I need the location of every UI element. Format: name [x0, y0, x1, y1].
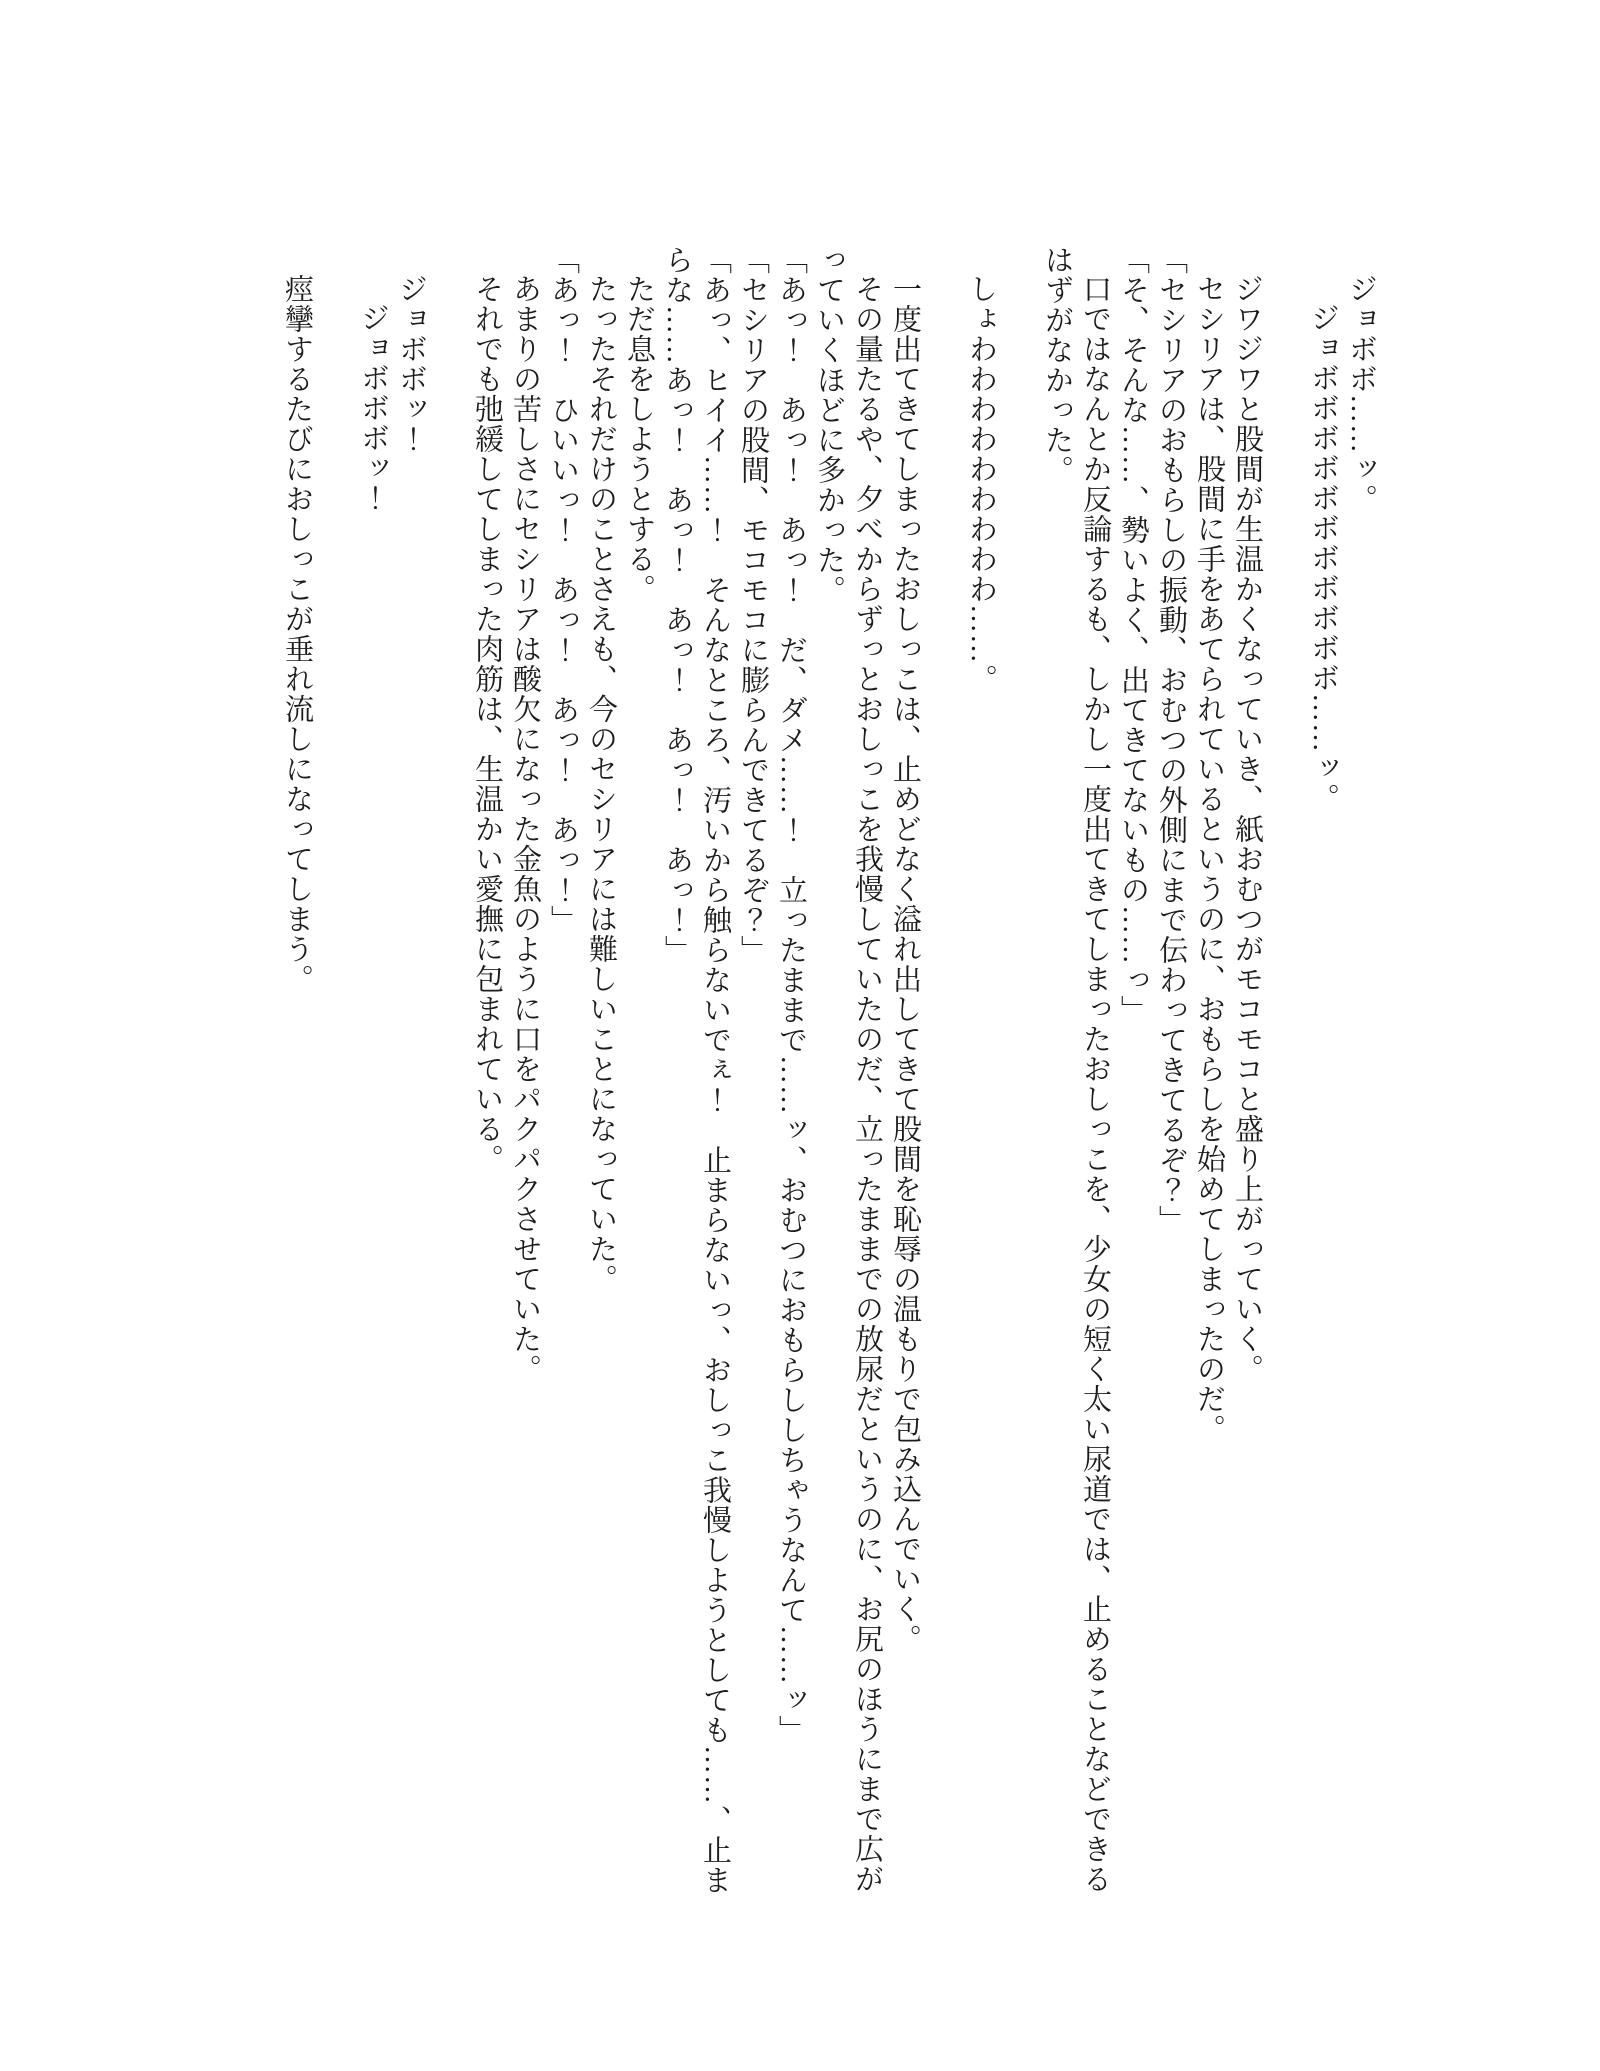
blank-line: [1000, 245, 1038, 1900]
sfx-line: ジョボボ……ッ。: [1345, 274, 1377, 514]
blank-line: [430, 245, 468, 1900]
dialogue-line: 「セシリアのおもらしの振動、おむつの外側にまで伝わってきてるぞ？」: [1155, 245, 1187, 1235]
sfx-line: しょわわわわわわわわわ……。: [965, 274, 997, 694]
vertical-text-block: [278, 245, 1380, 1900]
dialogue-line: 「そ、そんな……、勢いよく、出てきてないもの……っ」: [1117, 245, 1149, 1025]
dialogue-line: 「あっ！ ひいいっ！ あっ！ あっ！ あっ！」: [547, 245, 579, 935]
blank-line: [924, 245, 962, 1900]
narration-line: セシリアは、股間に手をあてられているというのに、おもらしを始めてしまったのだ。: [1193, 274, 1225, 1444]
narration-line: たったそれだけのことさえも、今のセシリアには難しいことになっていた。: [585, 274, 617, 1294]
sfx-line: ジョボボッ！: [395, 274, 427, 454]
dialogue-line: 「あっ、ヒイイ……！ そんなところ、汚いから触らないでぇ！ 止まらないっ、おしっこ我慢しようとしても……、止まらな……あっ！ あっ！ あっ！ あっ！ あっ！」: [661, 245, 731, 1895]
narration-line: ジワジワと股間が生温かくなっていき、紙おむつがモコモコと盛り上がっていく。: [1231, 274, 1263, 1384]
narration-line: 痙攣するたびにおしっこが垂れ流しになってしまう。: [281, 274, 313, 994]
narration-line: 一度出てきてしまったおしっこは、止めどなく溢れ出してきて股間を恥辱の温もりで包み込んでいく。: [889, 274, 921, 1654]
narration-line: 口ではなんとか反論するも、しかし一度出てきてしまったおしっこを、少女の短く太い尿道では、止めることなどできるはずがなかった。: [1041, 245, 1111, 1894]
narration-line: その量たるや、夕べからずっとおしっこを我慢していたのだ、立ったままでの放尿だというのに、お尻のほうにまで広がっていくほどに多かった。: [813, 245, 883, 1894]
narration-line: あまりの苦しさにセシリアは酸欠になった金魚のように口をパクパクさせていた。: [509, 274, 541, 1384]
dialogue-line: 「セシリアの股間、モコモコに膨らんできてるぞ？」: [737, 245, 769, 965]
blank-line: [316, 245, 354, 1900]
blank-line: [1266, 245, 1304, 1900]
sfx-line: ジョボボボッ！: [357, 303, 389, 513]
narration-line: それでも弛緩してしまった肉筋は、生温かい愛撫に包まれている。: [471, 274, 503, 1174]
dialogue-line: 「あっ！ あっ！ あっ！ だ、ダメ……！ 立ったままで……ッ、おむつにおもらししちゃうなんて……ッ」: [775, 245, 807, 1745]
sfx-line: ジョボボボボボボボボボボボ……ッ。: [1307, 303, 1339, 813]
narration-line: ただ息をしようとする。: [623, 274, 655, 604]
